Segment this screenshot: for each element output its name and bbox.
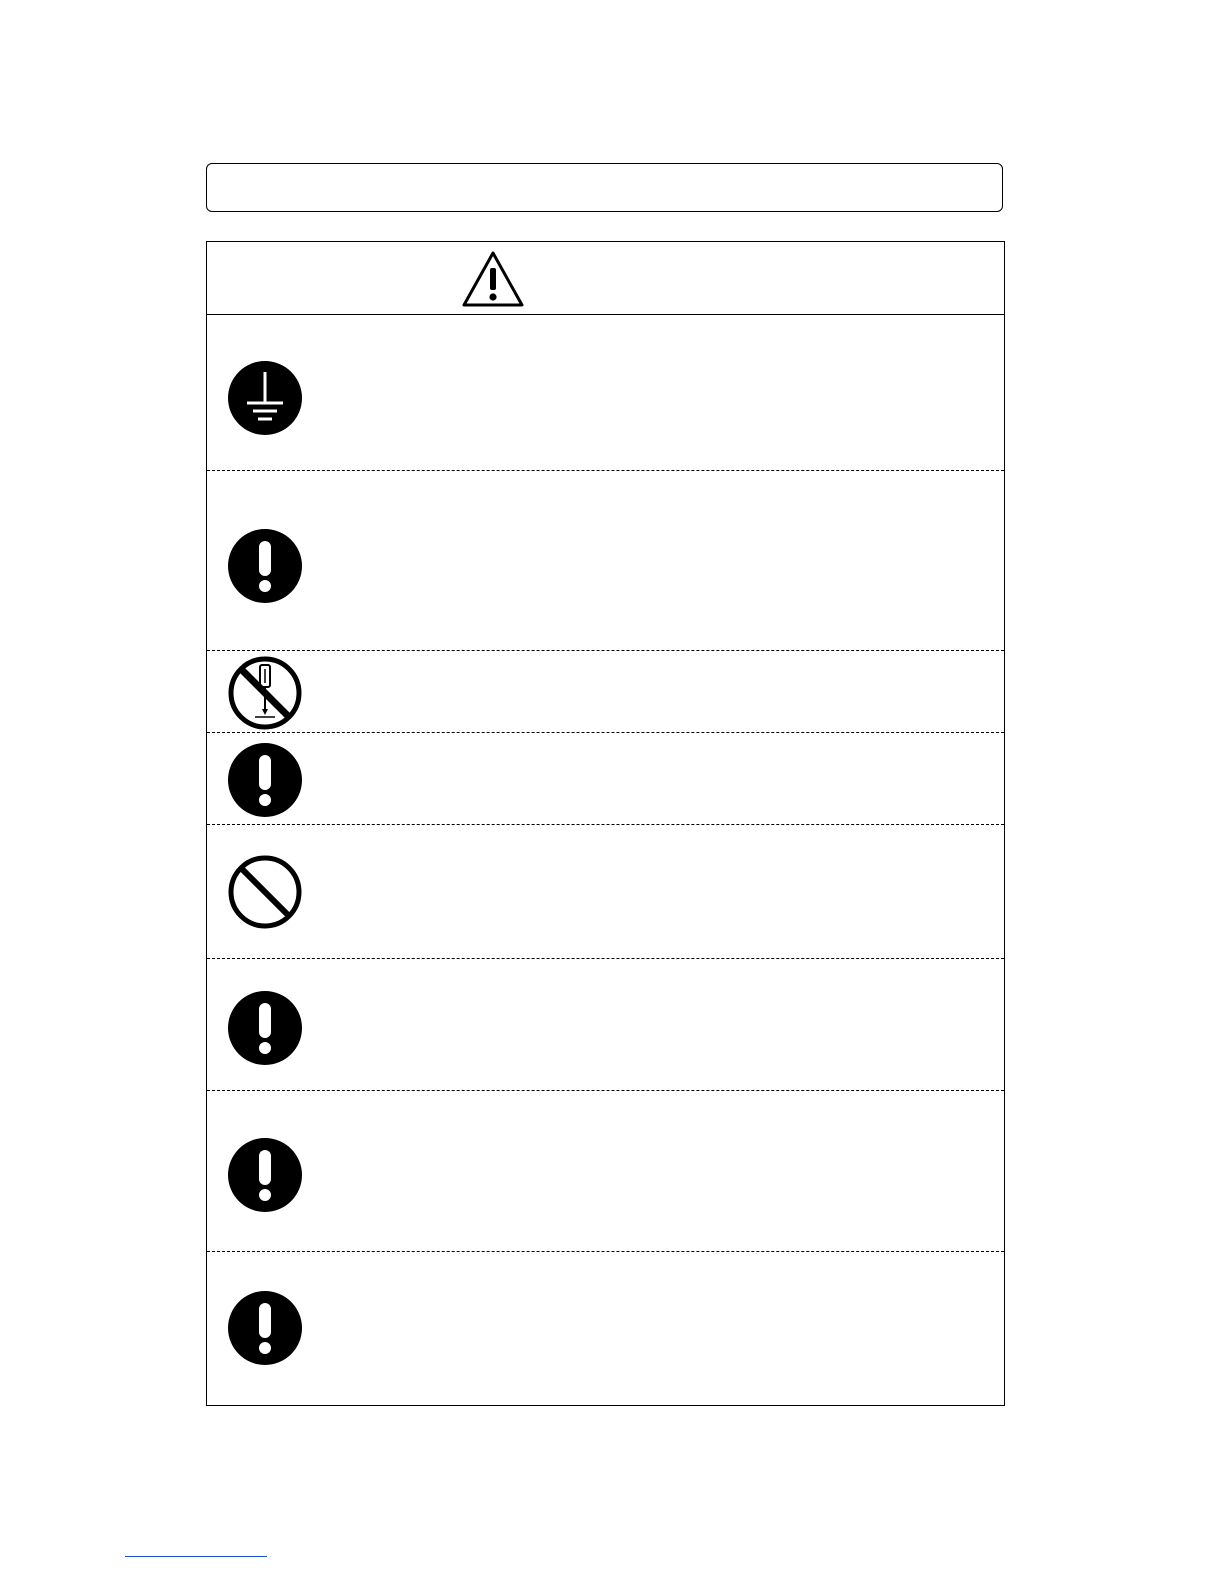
- warning-header: [207, 242, 1004, 315]
- warning-row-mandatory: [207, 733, 1004, 825]
- warning-row-mandatory: [207, 959, 1004, 1091]
- warning-row-prohibition: [207, 825, 1004, 959]
- footer-rule: [125, 1556, 267, 1557]
- warning-row-mandatory: [207, 471, 1004, 651]
- warning-triangle-icon: [461, 250, 525, 308]
- warning-row-mandatory: [207, 1091, 1004, 1252]
- warning-row-no-disassembly: [207, 651, 1004, 733]
- no-disassembly-icon: [227, 655, 303, 731]
- warning-row-ground: [207, 315, 1004, 471]
- mandatory-exclamation-icon: [227, 1137, 303, 1213]
- mandatory-exclamation-icon: [227, 742, 303, 818]
- mandatory-exclamation-icon: [227, 990, 303, 1066]
- warning-table: [206, 241, 1005, 1406]
- ground-icon: [227, 360, 303, 436]
- prohibition-icon: [227, 854, 303, 930]
- mandatory-exclamation-icon: [227, 1290, 303, 1366]
- title-box: [206, 163, 1003, 212]
- mandatory-exclamation-icon: [227, 528, 303, 604]
- warning-row-mandatory: [207, 1252, 1004, 1404]
